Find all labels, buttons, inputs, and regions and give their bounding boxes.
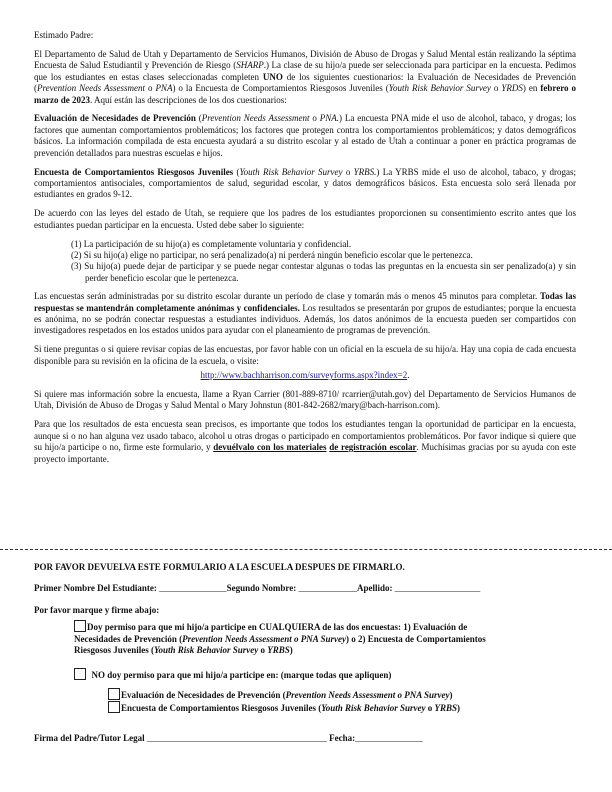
last-name-label: Apellido: xyxy=(357,583,395,594)
rights-list xyxy=(34,239,576,285)
no-pna-checkbox[interactable] xyxy=(108,688,120,700)
student-name-row xyxy=(34,583,594,594)
contact-paragraph: Si quiere mas información sobre la encuesta, llame a Ryan Carrier (801-889-8710/ rcarrier@utah.gov) del Departamento de Servicios Humanos de Utah, División de Abuso de Drogas y Salud Mental o Mary Johnstun (801-842-2682/mary@bach-harrison.com). xyxy=(34,389,576,411)
first-name-label: Primer Nombre Del Estudiante: xyxy=(34,583,160,594)
last-name-field[interactable]: ___________________ xyxy=(394,583,481,594)
no-option-pna: Evaluación de Necesidades de Prevención (Prevention Needs Assessment o PNA Survey) xyxy=(108,688,594,701)
questions-paragraph: Si tiene preguntas o si quiere revisar copias de las encuestas, por favor hable con un oficial en la escuela de su hijo/a. Hay una copia de cada encuesta disponible para su revisión en la oficina de la escuela, o visite: xyxy=(34,344,576,366)
letter-body xyxy=(34,30,576,473)
survey-forms-link[interactable]: http://www.bachharrison.com/surveyforms.aspx?index=2 xyxy=(200,370,408,381)
middle-name-label: Segundo Nombre: xyxy=(226,583,299,594)
list-item: (3) Su hijo(a) puede dejar de participar y se puede negar contestar algunas o todas las preguntas en la encuesta sin ser penalizado(a) y sin perder beneficio escolar que le pertenezca. xyxy=(71,261,576,283)
list-item: (2) Si su hijo(a) elige no participar, no será penalizado(a) ni perderá ningún beneficio escolar que le pertenezca. xyxy=(71,250,473,260)
yrbs-description: Encuesta de Comportamientos Riesgosos Juveniles (Youth Risk Behavior Survey o YRBS.) La YRBS mide el uso de alcohol, tabaco, y drogas; comportamientos antisociales, comportamientos de salud, seguridad escolar, y datos demográficos básicos. Esta encuesta solo será llenada por estudiantes en grados 9-12. xyxy=(34,166,577,200)
consent-yes-option: Doy permiso para que mi hijo/a participe en CUALQUIERA de las dos encuestas: 1) Evaluación de Necesidades de Prevención (Prevention Needs Assessment o PNA Survey) o 2) Encuesta de Comportamientos Riesgosos Juveniles (Youth Risk Behavior Survey o YRBS) xyxy=(74,622,486,656)
date-field[interactable]: _______________ xyxy=(355,732,423,743)
no-option-yrbs: Encuesta de Comportamientos Riesgosos Juveniles (Youth Risk Behavior Survey o YRBS) xyxy=(108,701,594,714)
first-name-field[interactable]: _______________ xyxy=(159,583,227,594)
greeting: Estimado Padre: xyxy=(34,30,94,40)
intro-paragraph: El Departamento de Salud de Utah y Departamento de Servicios Humanos, División de Abuso de Drogas y Salud Mental están realizando la séptima Encuesta de Salud Estudiantil y Prevención de Riesgo (SHARP.) La clase de su hijo/a puede ser seleccionada para participar en la encuesta. Pedimos que los estudiantes en estas clases seleccionadas completen UNO de los siguientes cuestionarios: la Evaluación de Necesidades de Prevención (Prevention Needs Assessment o PNA) o la Encuesta de Comportamientos Riesgosos Juveniles (Youth Risk Behavior Survey o YRDS) en febrero o marzo de 2023. Aquí están las descripciones de los dos cuestionarios: xyxy=(34,48,577,105)
list-item: (1) La participación de su hijo(a) es completamente voluntaria y confidencial. xyxy=(71,238,352,249)
survey-link-line: http://www.bachharrison.com/surveyforms.aspx?index=2. xyxy=(200,370,410,381)
consent-no-checkbox[interactable] xyxy=(74,668,86,680)
date-label: Fecha: xyxy=(326,732,356,743)
no-yrbs-checkbox[interactable] xyxy=(108,701,120,713)
consent-yes-checkbox[interactable] xyxy=(74,620,86,632)
cut-line-divider xyxy=(0,549,612,550)
consent-form xyxy=(34,562,594,750)
administration-paragraph: Las encuestas serán administradas por su distrito escolar durante un período de clase y tomarán más o menos 45 minutos para completar. Todas las respuestas se mantendrán completamente anónimas y confidenciales. Los resultados se presentarán por grupos de estudiantes; porque la encuesta es anónima, no se podrán conectar respuestas a estudiantes individuos. Además, los datos anónimos de la encuesta pueden ser compartidos con investigadores respetados en los estados unidos para ayudar con el planeamiento de programas de prevención. xyxy=(34,291,577,336)
signature-field[interactable]: ________________________________________ xyxy=(146,732,327,743)
pna-description: Evaluación de Necesidades de Prevención (Prevention Needs Assessment o PNA.) La encuesta PNA mide el uso de alcohol, tabaco, y drogas; los factores que aumentan comportamientos problemáticos; los factores que protegen contra los comportamientos problemáticos; y datos demográficos básicos. La información compilada de esta encuesta ayudará a su distrito escolar y al estado de Utah a continuar a poner en práctica programas de prevención detallados para nuestras escuelas e hijos. xyxy=(34,113,577,158)
return-paragraph: Para que los resultados de esta encuesta sean precisos, es importante que todos los estudiantes tengan la oportunidad de participar en la encuesta, aunque si o no han alguna vez usado tabaco, alcohol u otras drogas o participado en comportamientos problemáticos. Por favor indique si quiere que su hijo/a participe o no, firme este formulario, y devuélvalo con los materiales de registración escolar. Muchísimas gracias por su ayuda con este proyecto importante. xyxy=(34,419,577,464)
form-heading: POR FAVOR DEVUELVA ESTE FORMULARIO A LA ESCUELA DESPUES DE FIRMARLO. xyxy=(34,562,405,572)
middle-name-field[interactable]: _____________ xyxy=(298,583,357,594)
signature-row xyxy=(34,733,594,744)
consent-no-option: NO doy permiso para que mi hijo/a participe en: (marque todas que apliquen) xyxy=(74,668,594,681)
signature-label: Firma del Padre/Tutor Legal xyxy=(34,732,147,743)
consent-law-paragraph: De acuerdo con las leyes del estado de Utah, se requiere que los padres de los estudiantes proporcionen su consentimiento escrito antes que los estudiantes puedan participar en la encuesta. Usted debe saber lo siguiente: xyxy=(34,208,576,230)
form-instruction: Por favor marque y firme abajo: xyxy=(34,604,160,615)
